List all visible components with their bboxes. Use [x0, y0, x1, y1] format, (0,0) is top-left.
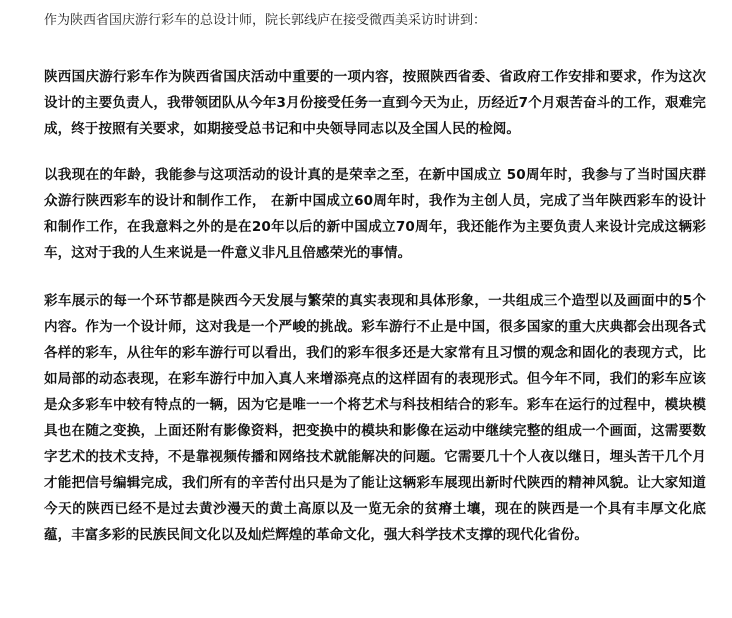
article-paragraph-1: 陕西国庆游行彩车作为陕西省国庆活动中重要的一项内容，按照陕西省委、省政府工作安排和要求，作为这次设计的主要负责人，我带领团队从今年3月份接受任务一直到今天为止，历经近7个月艰苦奋斗的工作，艰难完成，终于按照有关要求，如期接受总书记和中央领导同志以及全国人民的检阅。 — [44, 69, 706, 137]
article-paragraph-3: 彩车展示的每一个环节都是陕西今天发展与繁荣的真实表现和具体形象，一共组成三个造型以及画面中的5个内容。作为一个设计师，这对我是一个严峻的挑战。彩车游行不止是中国，很多国家的重大庆典都会出现各式各样的彩车，从往年的彩车游行可以看出，我们的彩车很多还是大家常有且习惯的观念和固化的表现方式，比如局部的动态表现，在彩车游行中加入真人来增添亮点的这样固有的表现形式。但今年不同，我们的彩车应该是众多彩车中较有特点的一辆，因为它是唯一一个将艺术与科技相结合的彩车。彩车在运行的过程中，模块模具也在随之变换，上面还附有影像资料，把变换中的模块和影像在运动中继续完整的组成一个画面，这需要数字艺术的技术支持，不是靠视频传播和网络技术就能解决的问题。它需要几十个人夜以继日，埋头苦干几个月才能把信号编辑完成，我们所有的辛苦付出只是为了能让这辆彩车展现出新时代陕西的精神风貌。让大家知道今天的陕西已经不是过去黄沙漫天的黄土高原以及一览无余的贫瘠土壤，现在的陕西是一个具有丰厚文化底蕴，丰富多彩的民族民间文化以及灿烂辉煌的革命文化，强大科学技术支撑的现代化省份。 — [44, 293, 706, 543]
article-paragraph-2: 以我现在的年龄，我能参与这项活动的设计真的是荣幸之至，在新中国成立 50周年时，我参与了当时国庆群众游行陕西彩车的设计和制作工作， 在新中国成立60周年时，我作为主创人员，完成了当年陕西彩车的设计和制作工作，在我意料之外的是在20年以后的新中国成立70周年，我还能作为主要负责人来设计完成这辆彩车，这对于我的人生来说是一件意义非凡且倍感荣光的事情。 — [44, 167, 706, 261]
article-intro: 作为陕西省国庆游行彩车的总设计师，院长郭线庐在接受微西美采访时讲到： — [44, 13, 487, 28]
